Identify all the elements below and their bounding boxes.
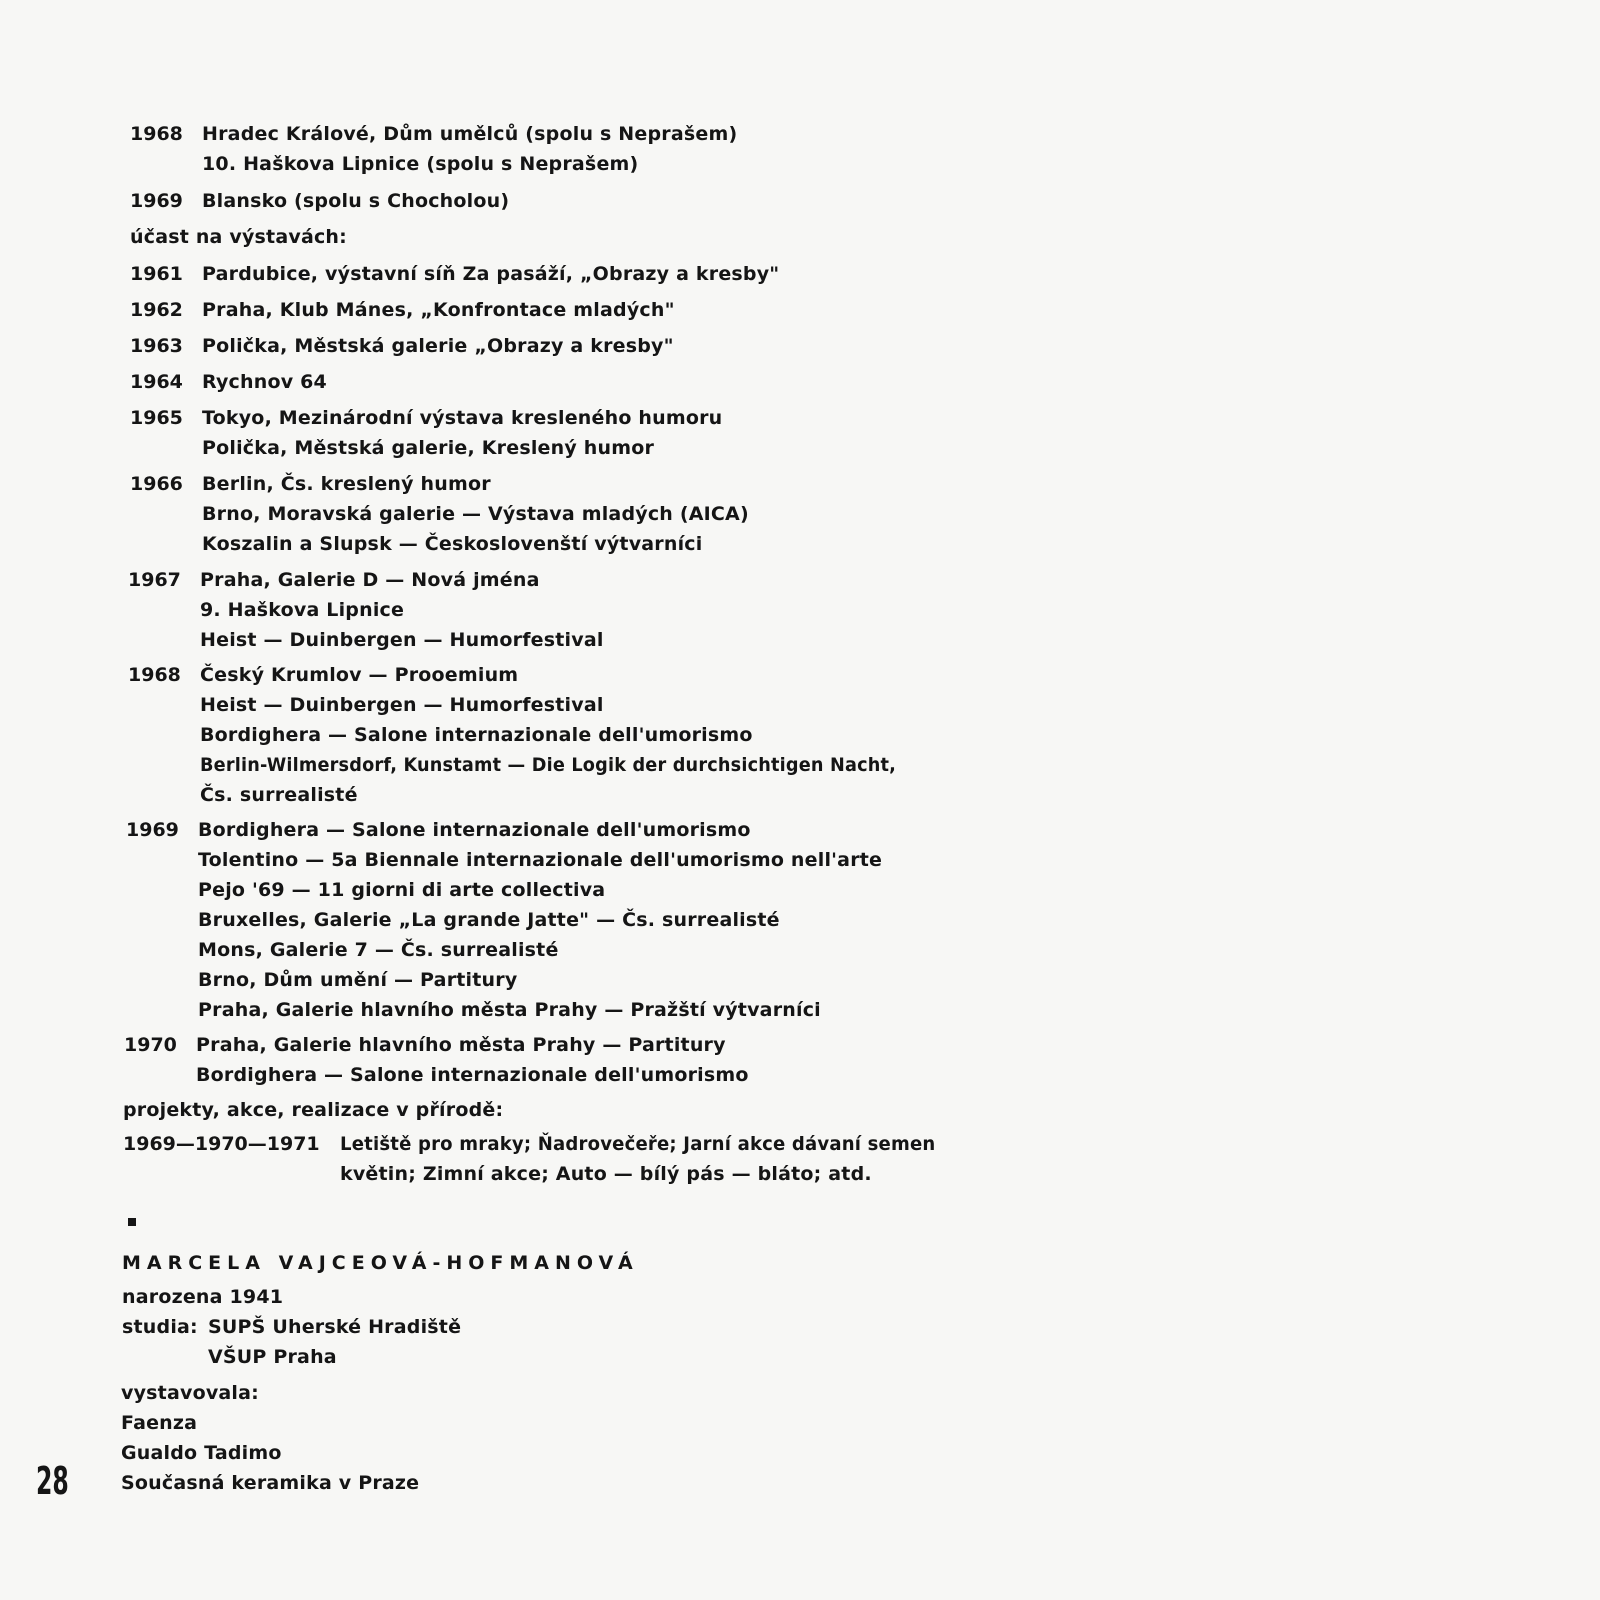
entry-line: Tolentino — 5a Biennale internazionale dell'umorismo nell'arte xyxy=(198,849,883,871)
entry-line: Berlin, Čs. kreslený humor xyxy=(202,473,491,495)
entry-line: Brno, Dům umění — Partitury xyxy=(198,969,518,991)
entry-line: Čs. surrealisté xyxy=(200,784,358,806)
entry-line: Bordighera — Salone internazionale dell'umorismo xyxy=(200,724,753,746)
entry-line: Polička, Městská galerie, Kreslený humor xyxy=(202,437,655,459)
entry-line: Blansko (spolu s Chocholou) xyxy=(202,190,510,212)
entry-line: Pejo '69 — 11 giorni di arte collectiva xyxy=(198,879,606,901)
projekty-line: Letiště pro mraky; Ňadrovečeře; Jarní akce dávaní semen xyxy=(340,1133,936,1155)
projekty-line: květin; Zimní akce; Auto — bílý pás — bláto; atd. xyxy=(340,1163,872,1185)
entry-line: Polička, Městská galerie „Obrazy a kresby" xyxy=(202,335,674,357)
year-label: 1966 xyxy=(130,473,183,495)
entry-line: Praha, Galerie hlavního města Prahy — Pražští výtvarníci xyxy=(198,999,821,1021)
year-label: 1965 xyxy=(130,407,183,429)
vystavovala-item: Současná keramika v Praze xyxy=(121,1472,420,1494)
year-label: 1970 xyxy=(124,1034,177,1056)
entry-line: Praha, Galerie D — Nová jména xyxy=(200,569,540,591)
entry-line: Heist — Duinbergen — Humorfestival xyxy=(200,694,604,716)
year-label: 1961 xyxy=(130,263,183,285)
entry-line: Rychnov 64 xyxy=(202,371,327,393)
entry-line: Bordighera — Salone internazionale dell'umorismo xyxy=(198,819,751,841)
section-bullet xyxy=(128,1218,136,1226)
year-label: 1968 xyxy=(130,123,183,145)
year-label: 1962 xyxy=(130,299,183,321)
artist-name: MARCELA VAJCEOVÁ-HOFMANOVÁ xyxy=(122,1252,639,1274)
entry-line: Koszalin a Slupsk — Českoslovenští výtvarníci xyxy=(202,533,703,555)
entry-line: 9. Haškova Lipnice xyxy=(200,599,405,621)
year-label: 1969 xyxy=(126,819,179,841)
entry-line: Praha, Klub Mánes, „Konfrontace mladých" xyxy=(202,299,675,321)
artist-born: narozena 1941 xyxy=(122,1286,284,1308)
entry-line: Heist — Duinbergen — Humorfestival xyxy=(200,629,604,651)
entry-line: 10. Haškova Lipnice (spolu s Neprašem) xyxy=(202,153,639,175)
entry-line: Pardubice, výstavní síň Za pasáží, „Obrazy a kresby" xyxy=(202,263,780,285)
entry-line: Berlin-Wilmersdorf, Kunstamt — Die Logik der durchsichtigen Nacht, xyxy=(200,754,897,776)
section-heading-projekty: projekty, akce, realizace v přírodě: xyxy=(123,1099,504,1121)
studia-item: VŠUP Praha xyxy=(208,1346,337,1368)
entry-line: Tokyo, Mezinárodní výstava kresleného humoru xyxy=(202,407,723,429)
studia-item: SUPŠ Uherské Hradiště xyxy=(208,1316,462,1338)
year-label: 1968 xyxy=(128,664,181,686)
vystavovala-item: Gualdo Tadimo xyxy=(121,1442,282,1464)
entry-line: Hradec Králové, Dům umělců (spolu s Neprašem) xyxy=(202,123,738,145)
projekty-years: 1969—1970—1971 xyxy=(123,1133,320,1155)
vystavovala-label: vystavovala: xyxy=(121,1382,259,1404)
entry-line: Praha, Galerie hlavního města Prahy — Partitury xyxy=(196,1034,726,1056)
page-number: 28 xyxy=(36,1459,69,1503)
year-label: 1967 xyxy=(128,569,181,591)
entry-line: Bordighera — Salone internazionale dell'umorismo xyxy=(196,1064,749,1086)
year-label: 1964 xyxy=(130,371,183,393)
vystavovala-item: Faenza xyxy=(121,1412,198,1434)
entry-line: Mons, Galerie 7 — Čs. surrealisté xyxy=(198,939,559,961)
year-label: 1969 xyxy=(130,190,183,212)
entry-line: Bruxelles, Galerie „La grande Jatte" — Čs. surrealisté xyxy=(198,909,780,931)
entry-line: Český Krumlov — Prooemium xyxy=(200,664,519,686)
studia-label: studia: xyxy=(122,1316,198,1338)
section-heading-ucast: účast na výstavách: xyxy=(130,226,347,248)
entry-line: Brno, Moravská galerie — Výstava mladých (AICA) xyxy=(202,503,749,525)
year-label: 1963 xyxy=(130,335,183,357)
